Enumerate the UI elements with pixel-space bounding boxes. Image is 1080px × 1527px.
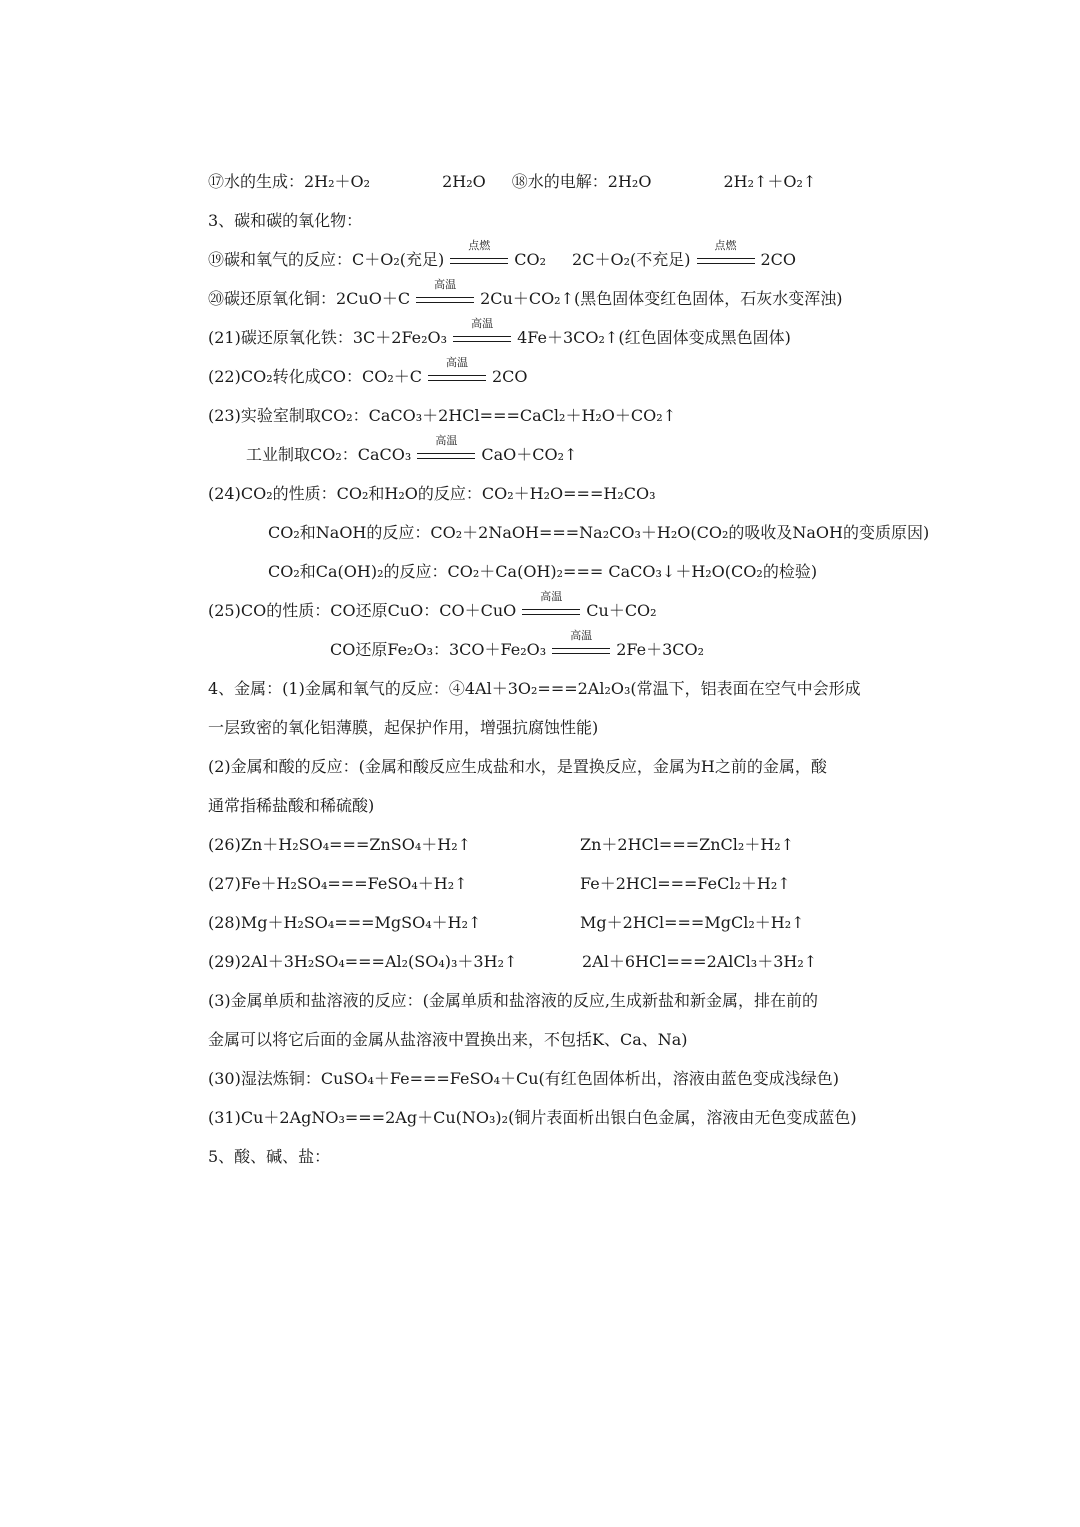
equation-cu-agno3: (31)Cu＋2AgNO₃===2Ag＋Cu(NO₃)₂(铜片表面析出银白色金属，溶液由无色变成蓝色) — [208, 1108, 857, 1127]
equation-text: (26)Zn＋H₂SO₄===ZnSO₄＋H₂↑ — [208, 835, 472, 854]
equation-text: CO还原Fe₂O₃：3CO＋Fe₂O₃ — [330, 640, 547, 659]
equation-text: (28)Mg＋H₂SO₄===MgSO₄＋H₂↑ — [208, 913, 482, 932]
reaction-condition: 高温 — [570, 629, 593, 642]
equation-text: ⑱水的电解：2H₂O — [511, 172, 652, 191]
section-heading-3: 3、碳和碳的氧化物： — [208, 211, 363, 230]
paragraph-text: 通常指稀盐酸和稀硫酸) — [208, 796, 375, 815]
reaction-condition: 点燃 — [714, 239, 737, 252]
equation-text: 4Fe＋3CO₂↑(红色固体变成黑色固体) — [517, 328, 791, 347]
paragraph-text: (2)金属和酸的反应：(金属和酸反应生成盐和水，是置换反应，金属为H之前的金属，酸 — [208, 757, 827, 776]
equation-text: 2CO — [760, 250, 797, 269]
reaction-arrow — [428, 356, 486, 388]
equation-text: Zn＋2HCl===ZnCl₂＋H₂↑ — [580, 835, 795, 854]
equation-text: CO₂ — [514, 250, 547, 269]
equation-row-26 — [208, 834, 795, 856]
equation-co2-to-co — [208, 356, 528, 388]
equation-text: 2H₂O — [442, 172, 486, 191]
equation-text: ⑲碳和氧气的反应：C＋O₂(充足) — [208, 250, 445, 269]
reaction-condition: 高温 — [540, 590, 563, 603]
equation-text: (29)2Al＋3H₂SO₄===Al₂(SO₄)₃＋3H₂↑ — [208, 952, 518, 971]
equation-carbon-cuo — [208, 278, 843, 310]
equation-water-formation — [208, 171, 816, 193]
equation-text: Mg＋2HCl===MgCl₂＋H₂↑ — [580, 913, 805, 932]
equation-text: Fe＋2HCl===FeCl₂＋H₂↑ — [580, 874, 791, 893]
equation-text: (25)CO的性质：CO还原CuO：CO＋CuO — [208, 601, 517, 620]
equation-text: 工业制取CO₂：CaCO₃ — [246, 445, 412, 464]
reaction-arrow — [417, 434, 475, 466]
equation-co-cuo — [208, 590, 657, 622]
equation-text: 2C＋O₂(不充足) — [572, 250, 691, 269]
equation-text: 2CO — [492, 367, 528, 386]
reaction-arrow — [453, 317, 511, 349]
reaction-arrow — [552, 629, 610, 661]
equation-text: 2Cu＋CO₂↑(黑色固体变红色固体，石灰水变浑浊) — [480, 289, 843, 308]
equation-co2-water: (24)CO₂的性质：CO₂和H₂O的反应：CO₂＋H₂O===H₂CO₃ — [208, 484, 656, 503]
reaction-condition: 高温 — [435, 434, 458, 447]
reaction-arrow — [697, 239, 755, 271]
equation-text: ⑳碳还原氧化铜：2CuO＋C — [208, 289, 411, 308]
paragraph-text: 一层致密的氧化铝薄膜，起保护作用，增强抗腐蚀性能) — [208, 718, 599, 737]
reaction-arrow — [416, 278, 474, 310]
equation-co-fe2o3 — [330, 629, 705, 661]
equation-wet-copper: (30)湿法炼铜：CuSO₄＋Fe===FeSO₄＋Cu(有红色固体析出，溶液由蓝色变成浅绿色) — [208, 1069, 840, 1088]
equation-lab-co2: (23)实验室制取CO₂：CaCO₃＋2HCl===CaCl₂＋H₂O＋CO₂↑ — [208, 406, 677, 425]
reaction-condition: 高温 — [434, 278, 457, 291]
section-heading-5: 5、酸、碱、盐： — [208, 1147, 331, 1166]
equation-text: 2Al＋6HCl===2AlCl₃＋3H₂↑ — [582, 952, 818, 971]
reaction-arrow — [522, 590, 580, 622]
equation-text: ⑰水的生成：2H₂＋O₂ — [208, 172, 371, 191]
reaction-condition: 点燃 — [468, 239, 491, 252]
equation-co2-caoh2: CO₂和Ca(OH)₂的反应：CO₂＋Ca(OH)₂=== CaCO₃↓＋H₂O(CO₂的检验) — [268, 562, 818, 581]
equation-carbon-oxygen — [208, 239, 797, 271]
equation-co2-naoh: CO₂和NaOH的反应：CO₂＋2NaOH===Na₂CO₃＋H₂O(CO₂的吸收及NaOH的变质原因) — [268, 523, 930, 542]
section-heading-4: 4、金属：(1)金属和氧气的反应：④4Al＋3O₂===2Al₂O₃(常温下，铝表面在空气中会形成 — [208, 679, 861, 698]
equation-carbon-fe2o3 — [208, 317, 791, 349]
paragraph-text: (3)金属单质和盐溶液的反应：(金属单质和盐溶液的反应,生成新盐和新金属，排在前的 — [208, 991, 818, 1010]
equation-text: (21)碳还原氧化铁：3C＋2Fe₂O₃ — [208, 328, 448, 347]
equation-row-29 — [208, 951, 818, 973]
equation-text: 2H₂↑＋O₂↑ — [723, 172, 817, 191]
reaction-arrow — [450, 239, 508, 271]
paragraph-text: 金属可以将它后面的金属从盐溶液中置换出来，不包括K、Ca、Na) — [208, 1030, 688, 1049]
equation-text: 2Fe＋3CO₂ — [616, 640, 705, 659]
equation-row-27 — [208, 873, 791, 895]
equation-row-28 — [208, 912, 805, 934]
equation-text: Cu＋CO₂ — [586, 601, 657, 620]
reaction-condition: 高温 — [471, 317, 494, 330]
equation-text: (22)CO₂转化成CO：CO₂＋C — [208, 367, 422, 386]
equation-industrial-co2 — [246, 434, 578, 466]
reaction-condition: 高温 — [446, 356, 468, 369]
equation-text: CaO＋CO₂↑ — [481, 445, 578, 464]
equation-text: (27)Fe＋H₂SO₄===FeSO₄＋H₂↑ — [208, 874, 468, 893]
